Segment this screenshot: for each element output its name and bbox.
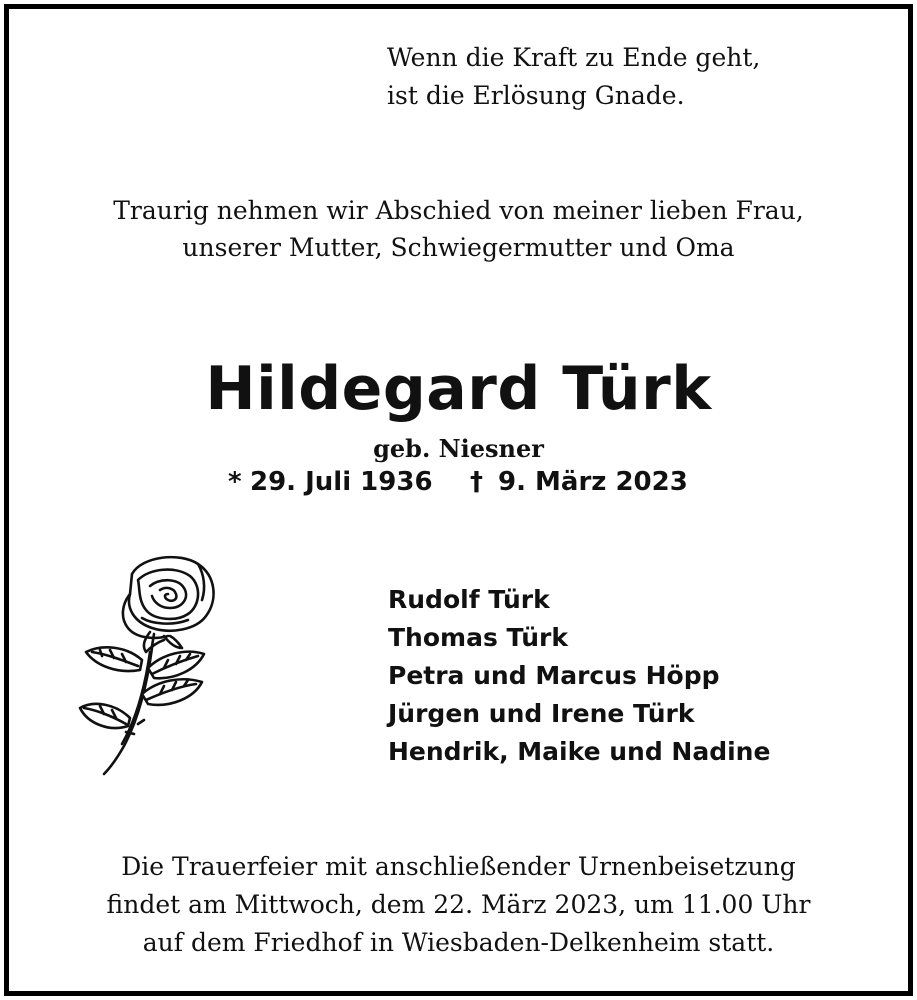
- deceased-name: Hildegard Türk: [205, 354, 712, 424]
- motto-line-1: Wenn die Kraft zu Ende geht,: [387, 43, 761, 72]
- death-date: 9. März 2023: [498, 467, 688, 497]
- mourner-5: Hendrik, Maike und Nadine: [388, 737, 771, 766]
- mourner-4: Jürgen und Irene Türk: [388, 699, 695, 728]
- ceremony-line-2: findet am Mittwoch, dem 22. März 2023, um 11.00 Uhr: [106, 890, 811, 919]
- notice-border: [4, 4, 913, 996]
- birth-date: 29. Juli 1936: [250, 467, 433, 497]
- mourner-1: Rudolf Türk: [388, 585, 550, 614]
- mourner-2: Thomas Türk: [388, 623, 568, 652]
- maiden-name: geb. Niesner: [373, 434, 544, 463]
- intro-line-2: unserer Mutter, Schwiegermutter und Oma: [182, 233, 735, 262]
- ceremony-line-3: auf dem Friedhof in Wiesbaden-Delkenheim statt.: [142, 928, 775, 957]
- death-symbol: †: [470, 467, 483, 497]
- mourner-3: Petra und Marcus Höpp: [388, 661, 720, 690]
- ceremony-line-1: Die Trauerfeier mit anschließender Urnenbeisetzung: [121, 852, 796, 881]
- intro-line-1: Traurig nehmen wir Abschied von meiner lieben Frau,: [113, 196, 804, 225]
- birth-symbol: *: [228, 467, 242, 497]
- motto-line-2: ist die Erlösung Gnade.: [387, 81, 685, 110]
- rose-icon: [72, 548, 222, 776]
